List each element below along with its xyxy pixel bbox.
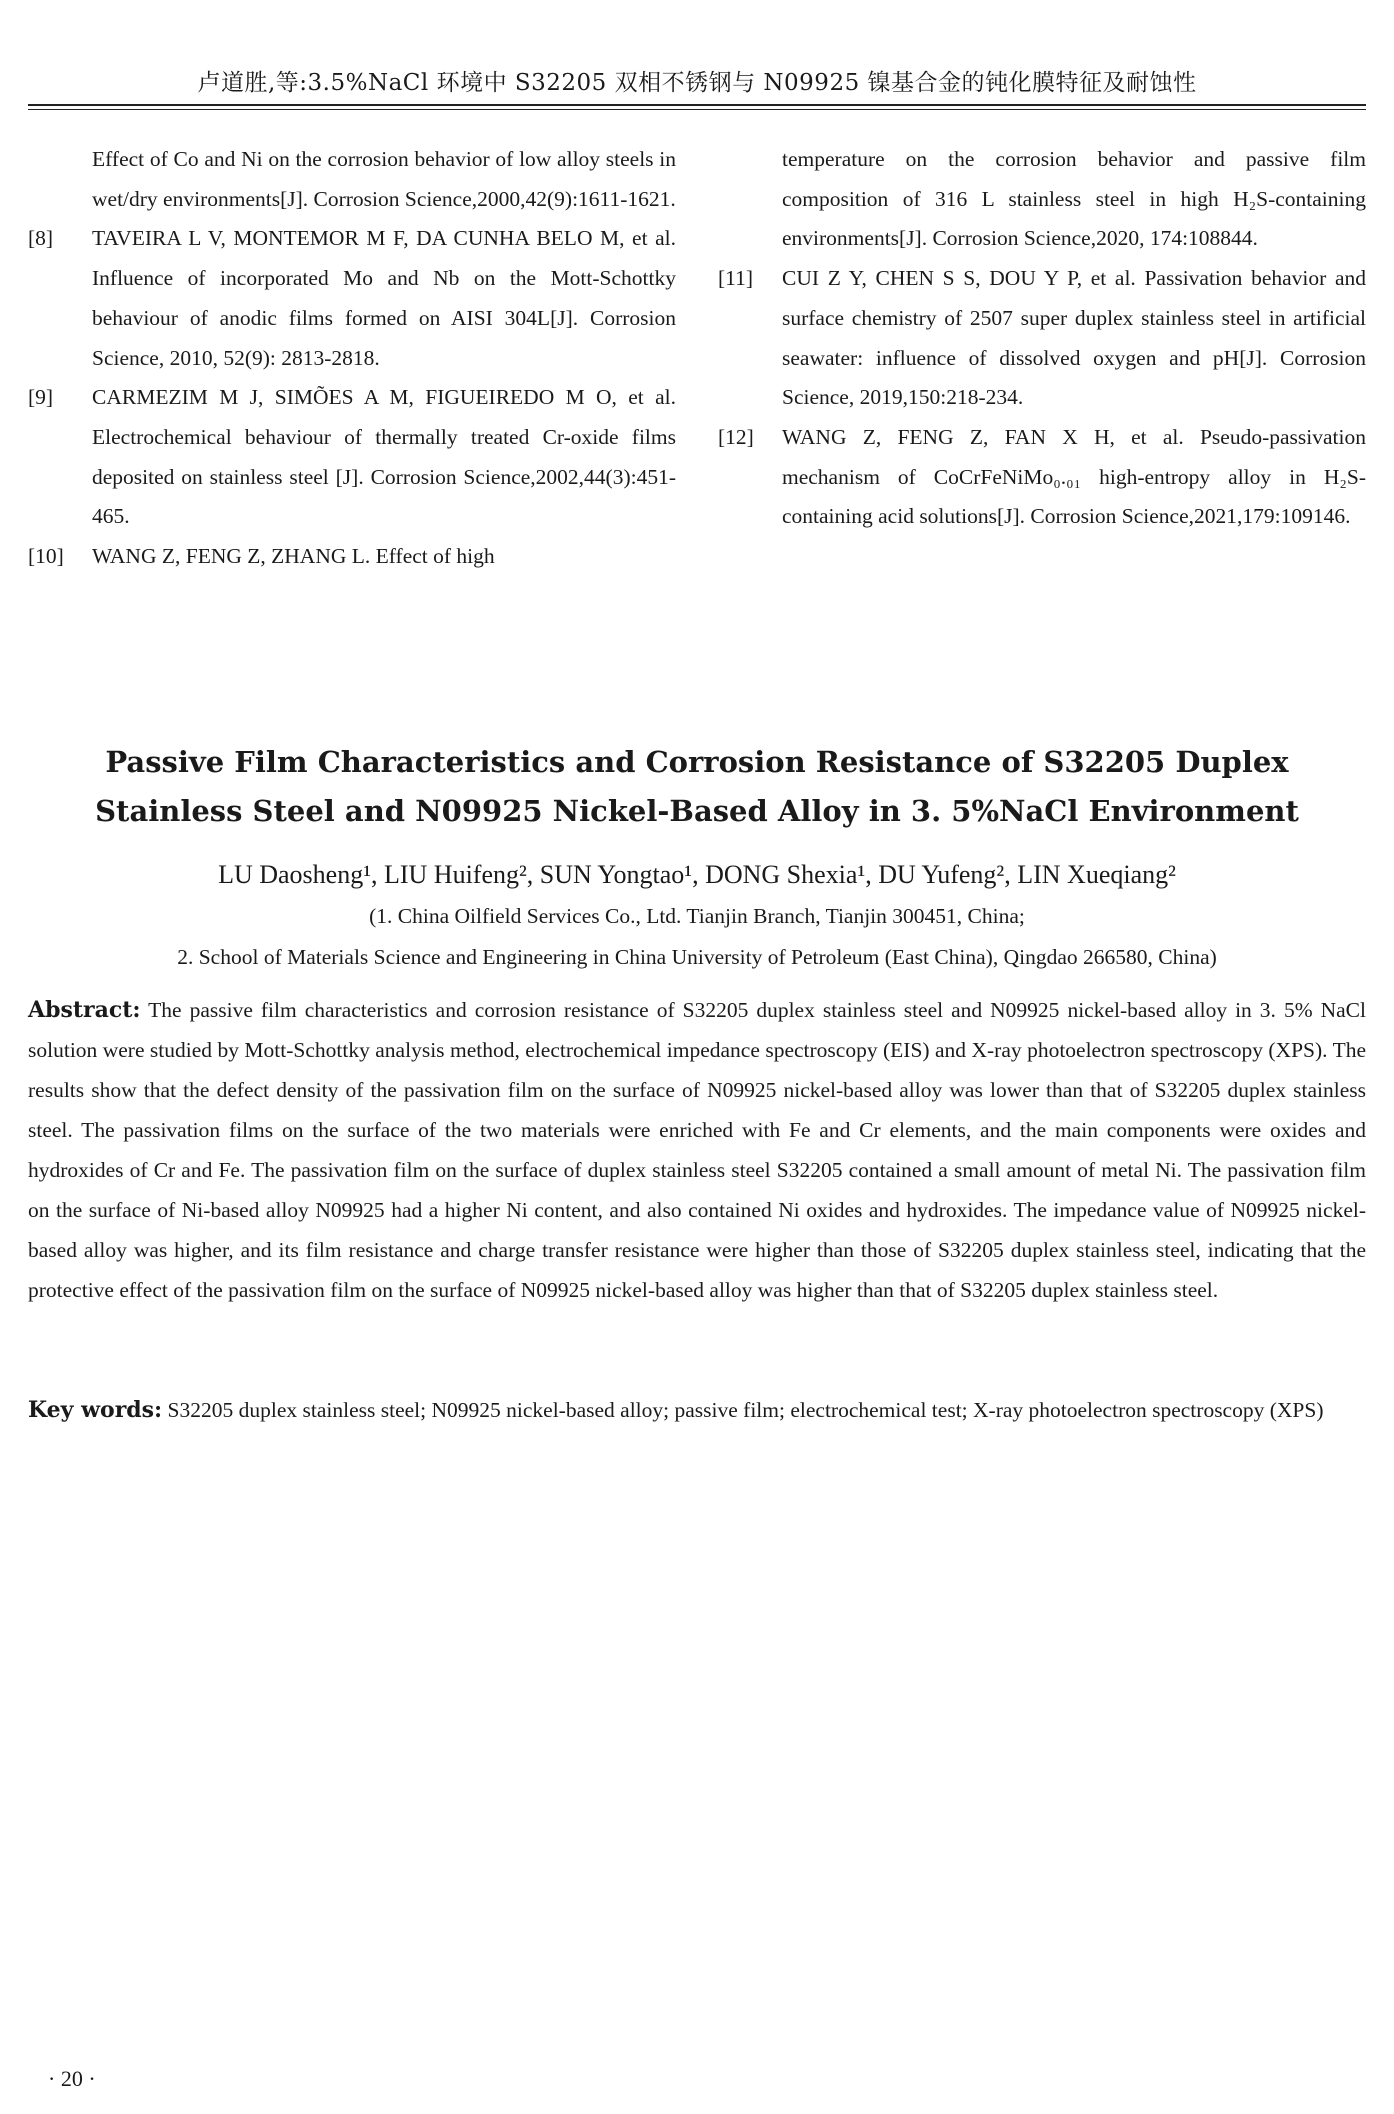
abstract-text: The passive film characteristics and corrosion resistance of S32205 duplex stainless steel and N09925 nickel-based alloy in 3. 5% NaCl solution were studied by Mott-Schottky analysis method, electrochemical impedance spectroscopy (EIS) and X-ray photoelectron spectroscopy (XPS). The results show that the defect density of the passivation film on the surface of N09925 nickel-based alloy was lower than that of S32205 duplex stainless steel. The passivation films on the surface of the two materials were enriched with Fe and Cr elements, and the main components were oxides and hydroxides of Cr and Fe. The passivation film on the surface of duplex stainless steel S32205 contained a small amount of metal Ni. The passivation film on the surface of Ni-based alloy N09925 had a higher Ni content, and also contained Ni oxides and hydroxides. The impedance value of N09925 nickel-based alloy was higher, and its film resistance and charge transfer resistance were higher than those of S32205 duplex stainless steel, indicating that the protective effect of the passivation film on the surface of N09925 nickel-based alloy was higher than that of S32205 duplex stainless steel. [28,998,1366,1302]
reference-entry [28,219,676,378]
affiliation: 2. School of Materials Science and Engineering in China University of Petroleum (East China), Qingdao 266580, China) [177,945,1217,969]
keywords-text: S32205 duplex stainless steel; N09925 nickel-based alloy; passive film; electrochemical test; X-ray photoelectron spectroscopy (XPS) [167,1398,1324,1422]
page-number: · 20 · [48,2066,96,2091]
reference-number: [9] [28,385,54,410]
reference-number: [8] [28,226,54,251]
header-rule [28,104,1366,106]
paper-title: Passive Film Characteristics and Corrosion Resistance of S32205 Duplex Stainless Steel and N09925 Nickel-Based Alloy in 3. 5%NaCl Environment [95,745,1299,828]
reference-text: CARMEZIM M J, SIMÕES A M, FIGUEIREDO M O, et al. Electrochemical behaviour of thermally treated Cr-oxide films deposited on stainless steel [J]. Corrosion Science,2002,44(3):451-465. [92,385,676,529]
running-header: 卢道胜,等:3.5%NaCl 环境中 S32205 双相不锈钢与 N09925 镍基合金的钝化膜特征及耐蚀性 [197,70,1197,96]
author-list: LU Daosheng¹, LIU Huifeng², SUN Yongtao¹, DONG Shexia¹, DU Yufeng², LIN Xueqiang² [218,860,1176,889]
abstract-label: Abstract: [28,997,141,1023]
reference-text: Effect of Co and Ni on the corrosion behavior of low alloy steels in wet/dry environments[J]. Corrosion Science,2000,42(9):1611-1621. [92,147,676,211]
reference-number: [12] [718,424,754,449]
reference-text: TAVEIRA L V, MONTEMOR M F, DA CUNHA BELO M, et al. Influence of incorporated Mo and Nb on the Mott-Schottky behaviour of anodic films formed on AISI 304L[J]. Corrosion Science, 2010, 52(9): 2813-2818. [92,226,676,370]
header-rule [28,109,1366,110]
references-right-column [718,140,1366,537]
reference-entry [28,537,676,577]
reference-text: temperature on the corrosion behavior and passive film composition of 316 L stainless steel in high H₂S-containing environments[J]. Corrosion Science,2020, 174:108844. [782,147,1366,251]
reference-entry [28,140,676,219]
reference-text: WANG Z, FENG Z, ZHANG L. Effect of high [92,544,495,569]
references-left-column [28,140,676,577]
reference-entry [718,140,1366,259]
keywords [28,1390,1366,1430]
keywords-label: Key words: [28,1397,163,1423]
reference-number: [11] [718,266,754,291]
reference-text: WANG Z, FENG Z, FAN X H, et al. Pseudo-passivation mechanism of CoCrFeNiMo₀.₀₁ high-entropy alloy in H₂S-containing acid solutions[J]. Corrosion Science,2021,179:109146. [782,424,1366,529]
reference-entry [718,418,1366,537]
reference-entry [28,378,676,537]
reference-number: [10] [28,544,64,569]
reference-text: CUI Z Y, CHEN S S, DOU Y P, et al. Passivation behavior and surface chemistry of 2507 super duplex stainless steel in artificial seawater: influence of dissolved oxygen and pH[J]. Corrosion Science, 2019,150:218-234. [782,266,1366,410]
abstract [28,990,1366,1310]
reference-entry [718,259,1366,418]
affiliation: (1. China Oilfield Services Co., Ltd. Tianjin Branch, Tianjin 300451, China; [369,904,1025,928]
